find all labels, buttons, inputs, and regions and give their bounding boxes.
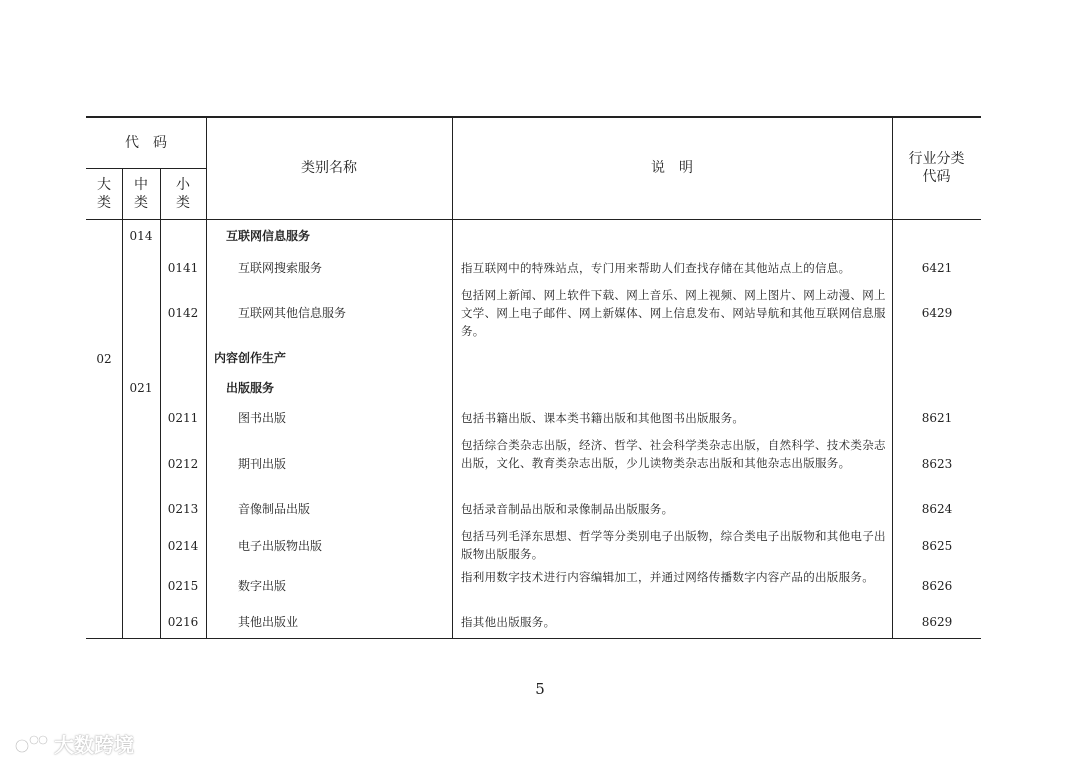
header-minor: 小 类 <box>176 177 190 211</box>
table-row-name: 其他出版业 <box>238 615 299 629</box>
col-divider-minor <box>206 117 207 639</box>
table-row-name: 图书出版 <box>238 411 287 425</box>
table-row-industry-code: 8623 <box>921 457 953 471</box>
table-row-middle-code: 021 <box>129 381 153 395</box>
col-divider-name <box>452 117 453 639</box>
table-row-minor-code: 0213 <box>167 502 199 516</box>
table-row-description: 包括网上新闻、网上软件下载、网上音乐、网上视频、网上图片、网上动漫、网上文学、网上电子邮件、网上新媒体、网上信息发布、网站导航和其他互联网信息服务。 <box>461 288 886 338</box>
header-major: 大 类 <box>97 177 111 211</box>
table-top-rule <box>86 116 981 118</box>
watermark-text: 大数跨境 <box>54 733 134 757</box>
table-row-minor-code: 0214 <box>167 539 199 553</box>
table-row-industry-code: 8626 <box>921 579 953 593</box>
table-row-description: 包括综合类杂志出版，经济、哲学、社会科学类杂志出版，自然科学、技术类杂志出版，文化、教育类杂志出版，少儿读物类杂志出版和其他杂志出版服务。 <box>461 438 886 470</box>
header-description: 说 明 <box>651 160 693 176</box>
table-row-industry-code: 6429 <box>921 306 953 320</box>
table-row-description: 指互联网中的特殊站点，专门用来帮助人们查找存储在其他站点上的信息。 <box>461 261 851 275</box>
table-row-description: 包括录音制品出版和录像制品出版服务。 <box>461 502 674 516</box>
table-row-minor-code: 0141 <box>167 261 199 275</box>
table-row-industry-code: 8624 <box>921 502 953 516</box>
table-row-name: 数字出版 <box>238 579 287 593</box>
table-row-description: 指利用数字技术进行内容编辑加工，并通过网络传播数字内容产品的出版服务。 <box>461 570 874 584</box>
table-row-middle-code: 014 <box>129 229 153 243</box>
watermark-logo-icon <box>14 733 50 755</box>
table-row-industry-code: 8621 <box>921 411 953 425</box>
table-row-description: 包括马列毛泽东思想、哲学等分类别电子出版物，综合类电子出版物和其他电子出版物出版服务。 <box>461 529 886 561</box>
table-row-name: 音像制品出版 <box>238 502 311 516</box>
table-row-description: 指其他出版服务。 <box>461 615 556 629</box>
table-row-name: 出版服务 <box>226 381 275 395</box>
watermark <box>14 729 134 758</box>
table-row-name: 互联网信息服务 <box>226 229 311 243</box>
table-row-name: 互联网搜索服务 <box>238 261 323 275</box>
table-row-industry-code: 6421 <box>921 261 953 275</box>
header-category-name: 类别名称 <box>301 160 357 176</box>
table-row-minor-code: 0212 <box>167 457 199 471</box>
table-row-name: 内容创作生产 <box>214 351 287 365</box>
major-code: 02 <box>96 352 112 366</box>
page-number: 5 <box>535 680 545 698</box>
header-middle: 中 类 <box>134 177 148 211</box>
header-code-group: 代 码 <box>125 135 167 151</box>
col-divider-desc <box>892 117 893 639</box>
table-row-name: 期刊出版 <box>238 457 287 471</box>
table-row-minor-code: 0216 <box>167 615 199 629</box>
table-row-name: 互联网其他信息服务 <box>238 306 347 320</box>
col-divider-middle <box>160 168 161 639</box>
table-row-minor-code: 0215 <box>167 579 199 593</box>
table-bottom-rule <box>86 638 981 639</box>
header-industry-code: 行业分类 代码 <box>908 151 965 185</box>
header-bottom-rule <box>86 219 981 220</box>
table-row-description: 包括书籍出版、课本类书籍出版和其他图书出版服务。 <box>461 411 745 425</box>
table-row-industry-code: 8629 <box>921 615 953 629</box>
table-row-industry-code: 8625 <box>921 539 953 553</box>
code-group-rule <box>86 168 206 169</box>
table-row-minor-code: 0211 <box>167 411 199 425</box>
table-row-minor-code: 0142 <box>167 306 199 320</box>
table-row-name: 电子出版物出版 <box>238 539 323 553</box>
